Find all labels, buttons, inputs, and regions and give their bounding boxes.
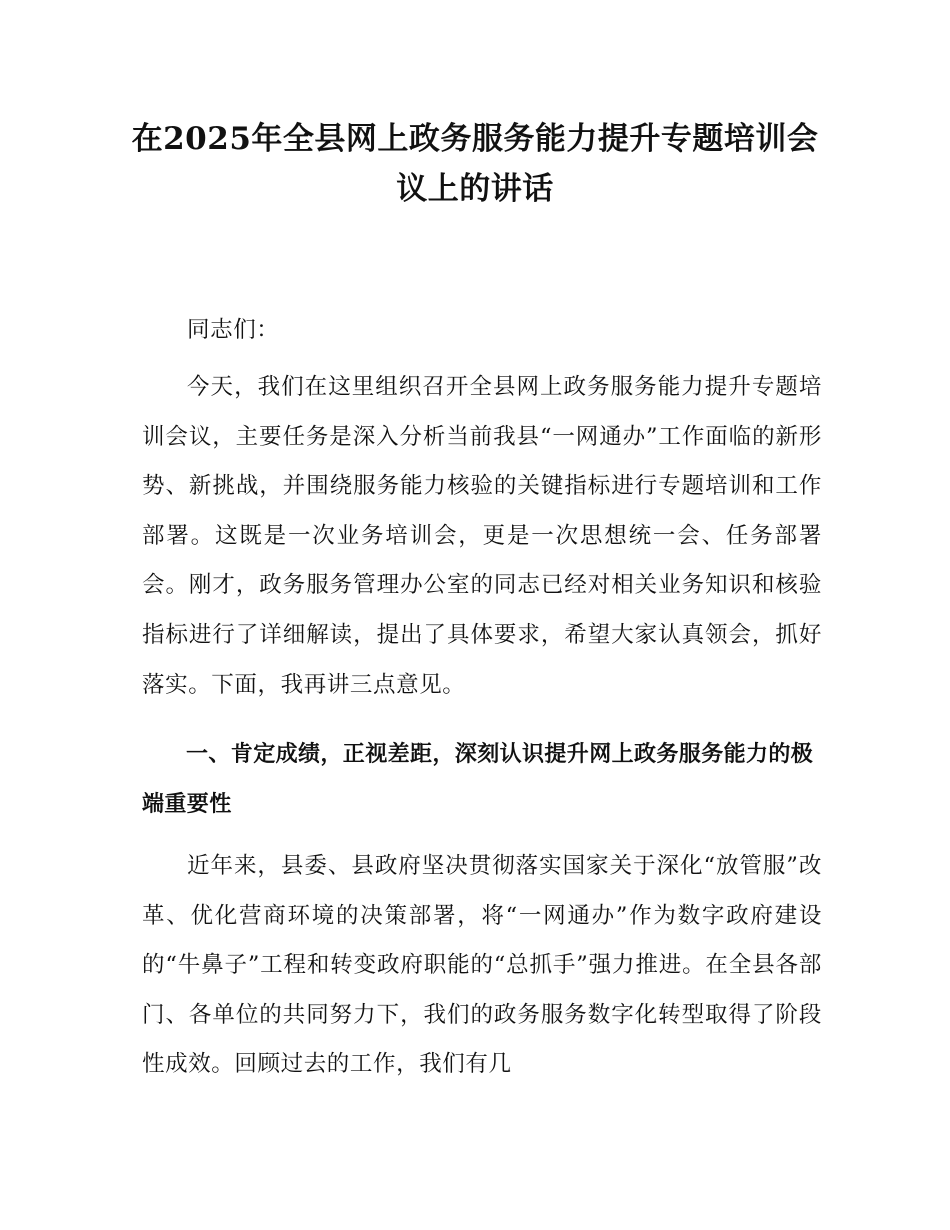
salutation: 同志们： bbox=[187, 317, 280, 343]
paragraph-achievements: 近年来，县委、县政府坚决贯彻落实国家关于深化“放管服”改革、优化营商环境的决策部署，将“一网通办”作为数字政府建设的“牛鼻子”工程和转变政府职能的“总抓手”强力推进。在全县各部门、各单位的共同努力下，我们的政务服务数字化转型取得了阶段性成效。回顾过去的工作，我们有几 bbox=[142, 853, 822, 1078]
document-title: 在2025年全县网上政务服务能力提升专题培训会议上的讲话 bbox=[131, 121, 819, 207]
section-heading-1: 一、肯定成绩，正视差距，深刻认识提升网上政务服务能力的极端重要性 bbox=[142, 742, 814, 817]
paragraph-opening: 今天，我们在这里组织召开全县网上政务服务能力提升专题培训会议，主要任务是深入分析当前我县“一网通办”工作面临的新形势、新挑战，并围绕服务能力核验的关键指标进行专题培训和工作部署。这既是一次业务培训会，更是一次思想统一会、任务部署会。刚才，政务服务管理办公室的同志已经对相关业务知识和核验指标进行了详细解读，提出了具体要求，希望大家认真领会，抓好落实。下面，我再讲三点意见。 bbox=[142, 374, 822, 698]
